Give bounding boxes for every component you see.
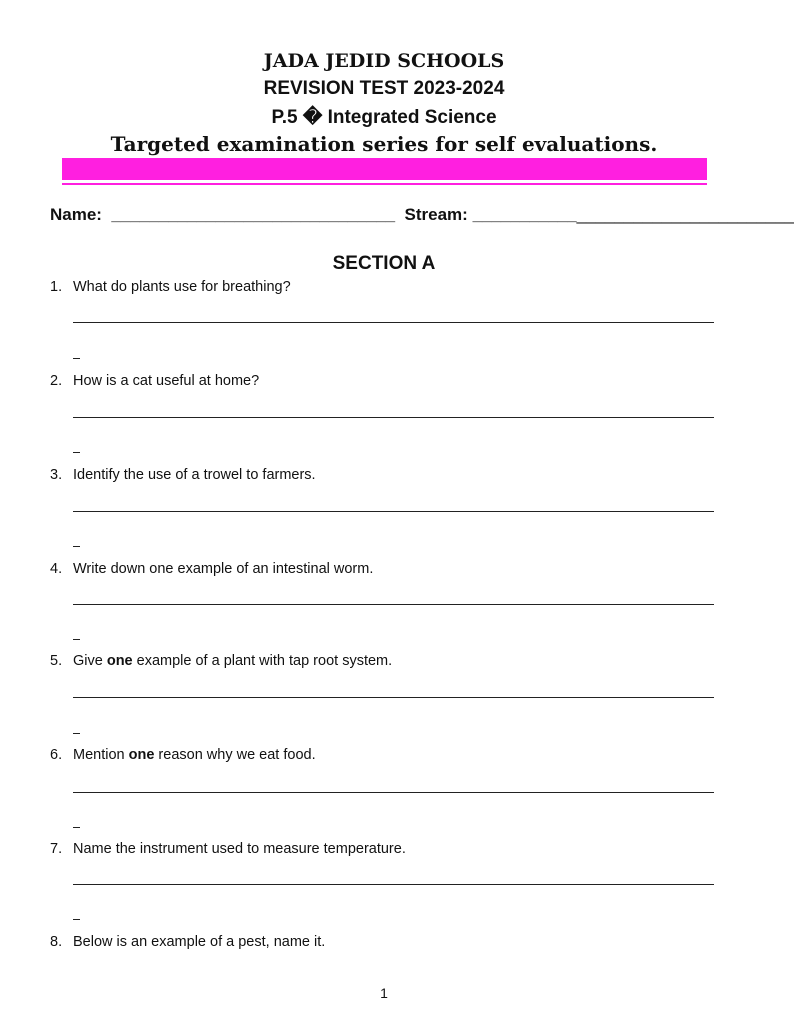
tagline: Targeted examination series for self evaluations. — [110, 132, 658, 156]
question-number: 3. — [50, 467, 63, 483]
section-title: SECTION A — [332, 253, 436, 274]
name-field[interactable]: ______________________________ — [111, 205, 396, 224]
question-text-end: example of a plant with tap root system. — [132, 653, 393, 669]
question-7 — [50, 841, 406, 857]
question-text-end: reason why we eat food. — [154, 747, 316, 763]
question-2 — [50, 373, 259, 389]
answer-line-7-end — [73, 919, 80, 920]
question-text-start: Mention — [73, 747, 129, 763]
question-number: 1. — [50, 279, 63, 295]
question-text: Name the instrument used to measure temperature. — [73, 841, 406, 857]
stream-field[interactable]: ___________ — [472, 205, 577, 224]
question-number: 4. — [50, 561, 63, 577]
answer-line-3[interactable] — [73, 511, 714, 512]
answer-line-6[interactable] — [73, 792, 714, 793]
emphasis-word: one — [106, 653, 133, 669]
question-6 — [50, 747, 316, 763]
question-4 — [50, 561, 373, 577]
question-number: 6. — [50, 747, 63, 763]
stream-field-extension[interactable]: _______________________ — [576, 205, 794, 224]
question-8 — [50, 934, 325, 950]
answer-line-5[interactable] — [73, 697, 714, 698]
magenta-banner — [62, 158, 707, 180]
question-text: Below is an example of a pest, name it. — [73, 934, 326, 950]
school-name: JADA JEDID SCHOOLS — [263, 50, 505, 72]
question-text: Write down one example of an intestinal worm. — [73, 561, 374, 577]
answer-line-1-end — [73, 358, 80, 359]
question-text-start: Give — [73, 653, 107, 669]
answer-line-7[interactable] — [73, 884, 714, 885]
banner-rule — [62, 183, 707, 185]
name-label: Name: — [50, 205, 102, 224]
test-title: REVISION TEST 2023-2024 — [263, 78, 505, 99]
answer-line-4[interactable] — [73, 604, 714, 605]
answer-line-4-end — [73, 639, 80, 640]
answer-line-3-end — [73, 546, 80, 547]
question-text: Identify the use of a trowel to farmers. — [73, 467, 316, 483]
answer-line-2-end — [73, 452, 80, 453]
question-number: 5. — [50, 653, 63, 669]
class-subject: P.5 � Integrated Science — [271, 107, 497, 128]
question-number: 8. — [50, 934, 63, 950]
answer-line-1[interactable] — [73, 322, 714, 323]
question-3 — [50, 467, 316, 483]
question-text: How is a cat useful at home? — [73, 373, 260, 389]
question-number: 7. — [50, 841, 63, 857]
answer-line-6-end — [73, 827, 80, 828]
answer-line-2[interactable] — [73, 417, 714, 418]
question-text: What do plants use for breathing? — [73, 279, 291, 295]
page-number: 1 — [380, 985, 388, 1001]
question-5 — [50, 653, 392, 669]
stream-label: Stream: — [404, 205, 468, 224]
question-number: 2. — [50, 373, 63, 389]
question-1 — [50, 279, 291, 295]
emphasis-word: one — [128, 747, 155, 763]
student-info-row — [50, 205, 794, 225]
answer-line-5-end — [73, 733, 80, 734]
